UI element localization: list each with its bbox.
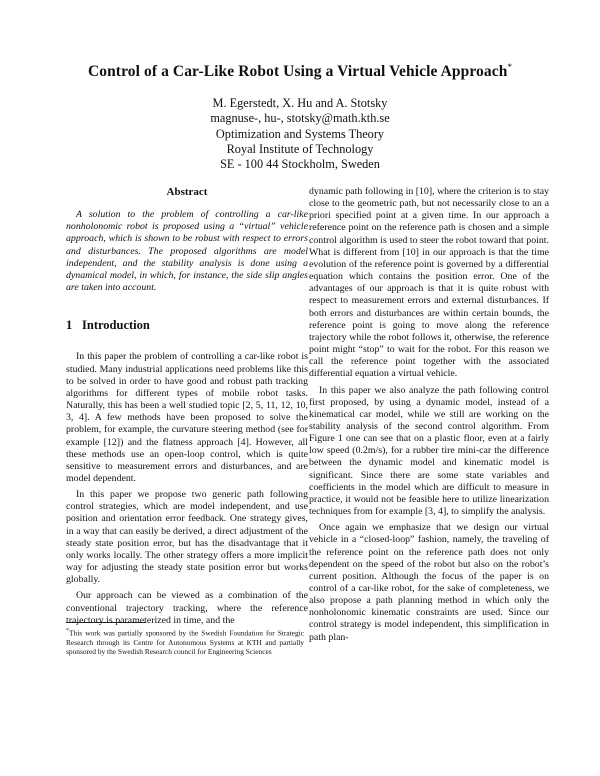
body-paragraph: dynamic path following in [10], where the criterion is to stay close to the geometric path, but not necessarily close to an a priori specified point at a given time. In our approach a reference point on the reference path is chosen and a simple control algorithm is used to steer the robot toward that point. What is different from [10] in our approach is that the time evolution of the reference point is governed by a differential equation which contains the position error. One of the advantages of our approach is that it is quite robust with respect to measurement errors and external disturbances. If both errors and disturbances are within certain bounds, the reference point is going to move along the reference trajectory while the robot follows it, otherwise, the reference point might “stop” to wait for the robot. For this reason we call the reference point together with the associated differential equation a virtual vehicle. [309, 186, 549, 380]
body-paragraph: Our approach can be viewed as a combination of the conventional trajectory tracking, where the reference trajectory is parameterized in time, and the [66, 590, 308, 626]
footnote-mark: * [66, 628, 69, 634]
author-department: Optimization and Systems Theory [215, 126, 385, 141]
section-title: Introduction [82, 318, 150, 333]
author-address: SE - 100 44 Stockholm, Sweden [220, 157, 380, 172]
footnote-rule [66, 622, 146, 623]
abstract-text: A solution to the problem of controlling a car-like nonholonomic robot is proposed using a “virtual” vehicle approach, which is shown to be robust with respect to errors and disturbances. The proposed algorithms are model independent, and the stability analysis is done using a dynamical model, in which, for instance, the side slip angles are taken into account. [66, 209, 308, 294]
body-paragraph: In this paper the problem of controlling a car-like robot is studied. Many industrial applications need problems like this to be solved in order to have good and robust path tracking algorithms for different types of mobile robot tasks. Naturally, this has been a well studied topic [2, 5, 11, 12, 10, 3, 4]. A few methods have been proposed to solve the problem, for example, the curvature steering method (see for example [12]) and the flatness approach [4]. However, all these methods use an open-loop control, which is quite sensitive to measurement errors and disturbances, and are model dependent. [66, 351, 308, 484]
author-names: M. Egerstedt, X. Hu and A. Stotsky [212, 96, 388, 110]
body-paragraph: In this paper we propose two generic path following control strategies, which are model independent, and use position and orientation error feedback. One strategy gives, in a way that can easily be derived, a direct adjustment of the steady state position error, but has the disadvantage that it only works locally. The other strategy offers a more implicit way for adjusting the steady state position error but works globally. [66, 489, 308, 586]
body-paragraph: In this paper we also analyze the path following control first proposed, by using a dynamic model, instead of a kinematical car model, while we still are working on the stability analysis of the second control algorithm. From Figure 1 one can see that on a plastic floor, even at a fairly low speed (0.2m/s), for a rubber tire mini-car the difference between the dynamic model and kinematic model is significant. Since there are some state variables and coefficients in the model which are difficult to measure in practice, it would not be feasible here to utilize linearization techniques from for example [3, 4], to simplify the analysis. [309, 384, 549, 518]
author-emails: magnuse-, hu-, stotsky@math.kth.se [210, 111, 390, 126]
right-column [309, 186, 549, 644]
section-heading [66, 319, 308, 331]
body-paragraph: Once again we emphasize that we design our virtual vehicle in a “closed-loop” fashion, namely, the traveling of the reference point on the reference path does not only dependent on the speed of the robot but also on the robot’s current position. Although the focus of the paper is on control of a car-like robot, for the sake of completeness, we also propose a path planning method in which only the nonholonomic kinematic constraints are used. Since our control strategy is model independent, this simplification in path plan- [309, 522, 549, 643]
abstract-heading: Abstract [166, 186, 208, 198]
footnote-text: This work was partially sponsored by the Swedish Foundation for Strategic Research through its Centre for Autonomous Systems at KTH and partially sponsored by the Swedish Research council for Engineering Sciences [66, 628, 304, 657]
author-institution: Royal Institute of Technology [226, 141, 374, 156]
paper-title-text: Control of a Car-Like Robot Using a Virtual Vehicle Approach [87, 63, 508, 81]
section-number: 1 [66, 318, 73, 333]
footnote [66, 627, 304, 657]
title-footnote-mark: * [507, 62, 513, 72]
author-block [150, 96, 450, 172]
left-column [66, 186, 308, 627]
paper-title [40, 62, 560, 81]
